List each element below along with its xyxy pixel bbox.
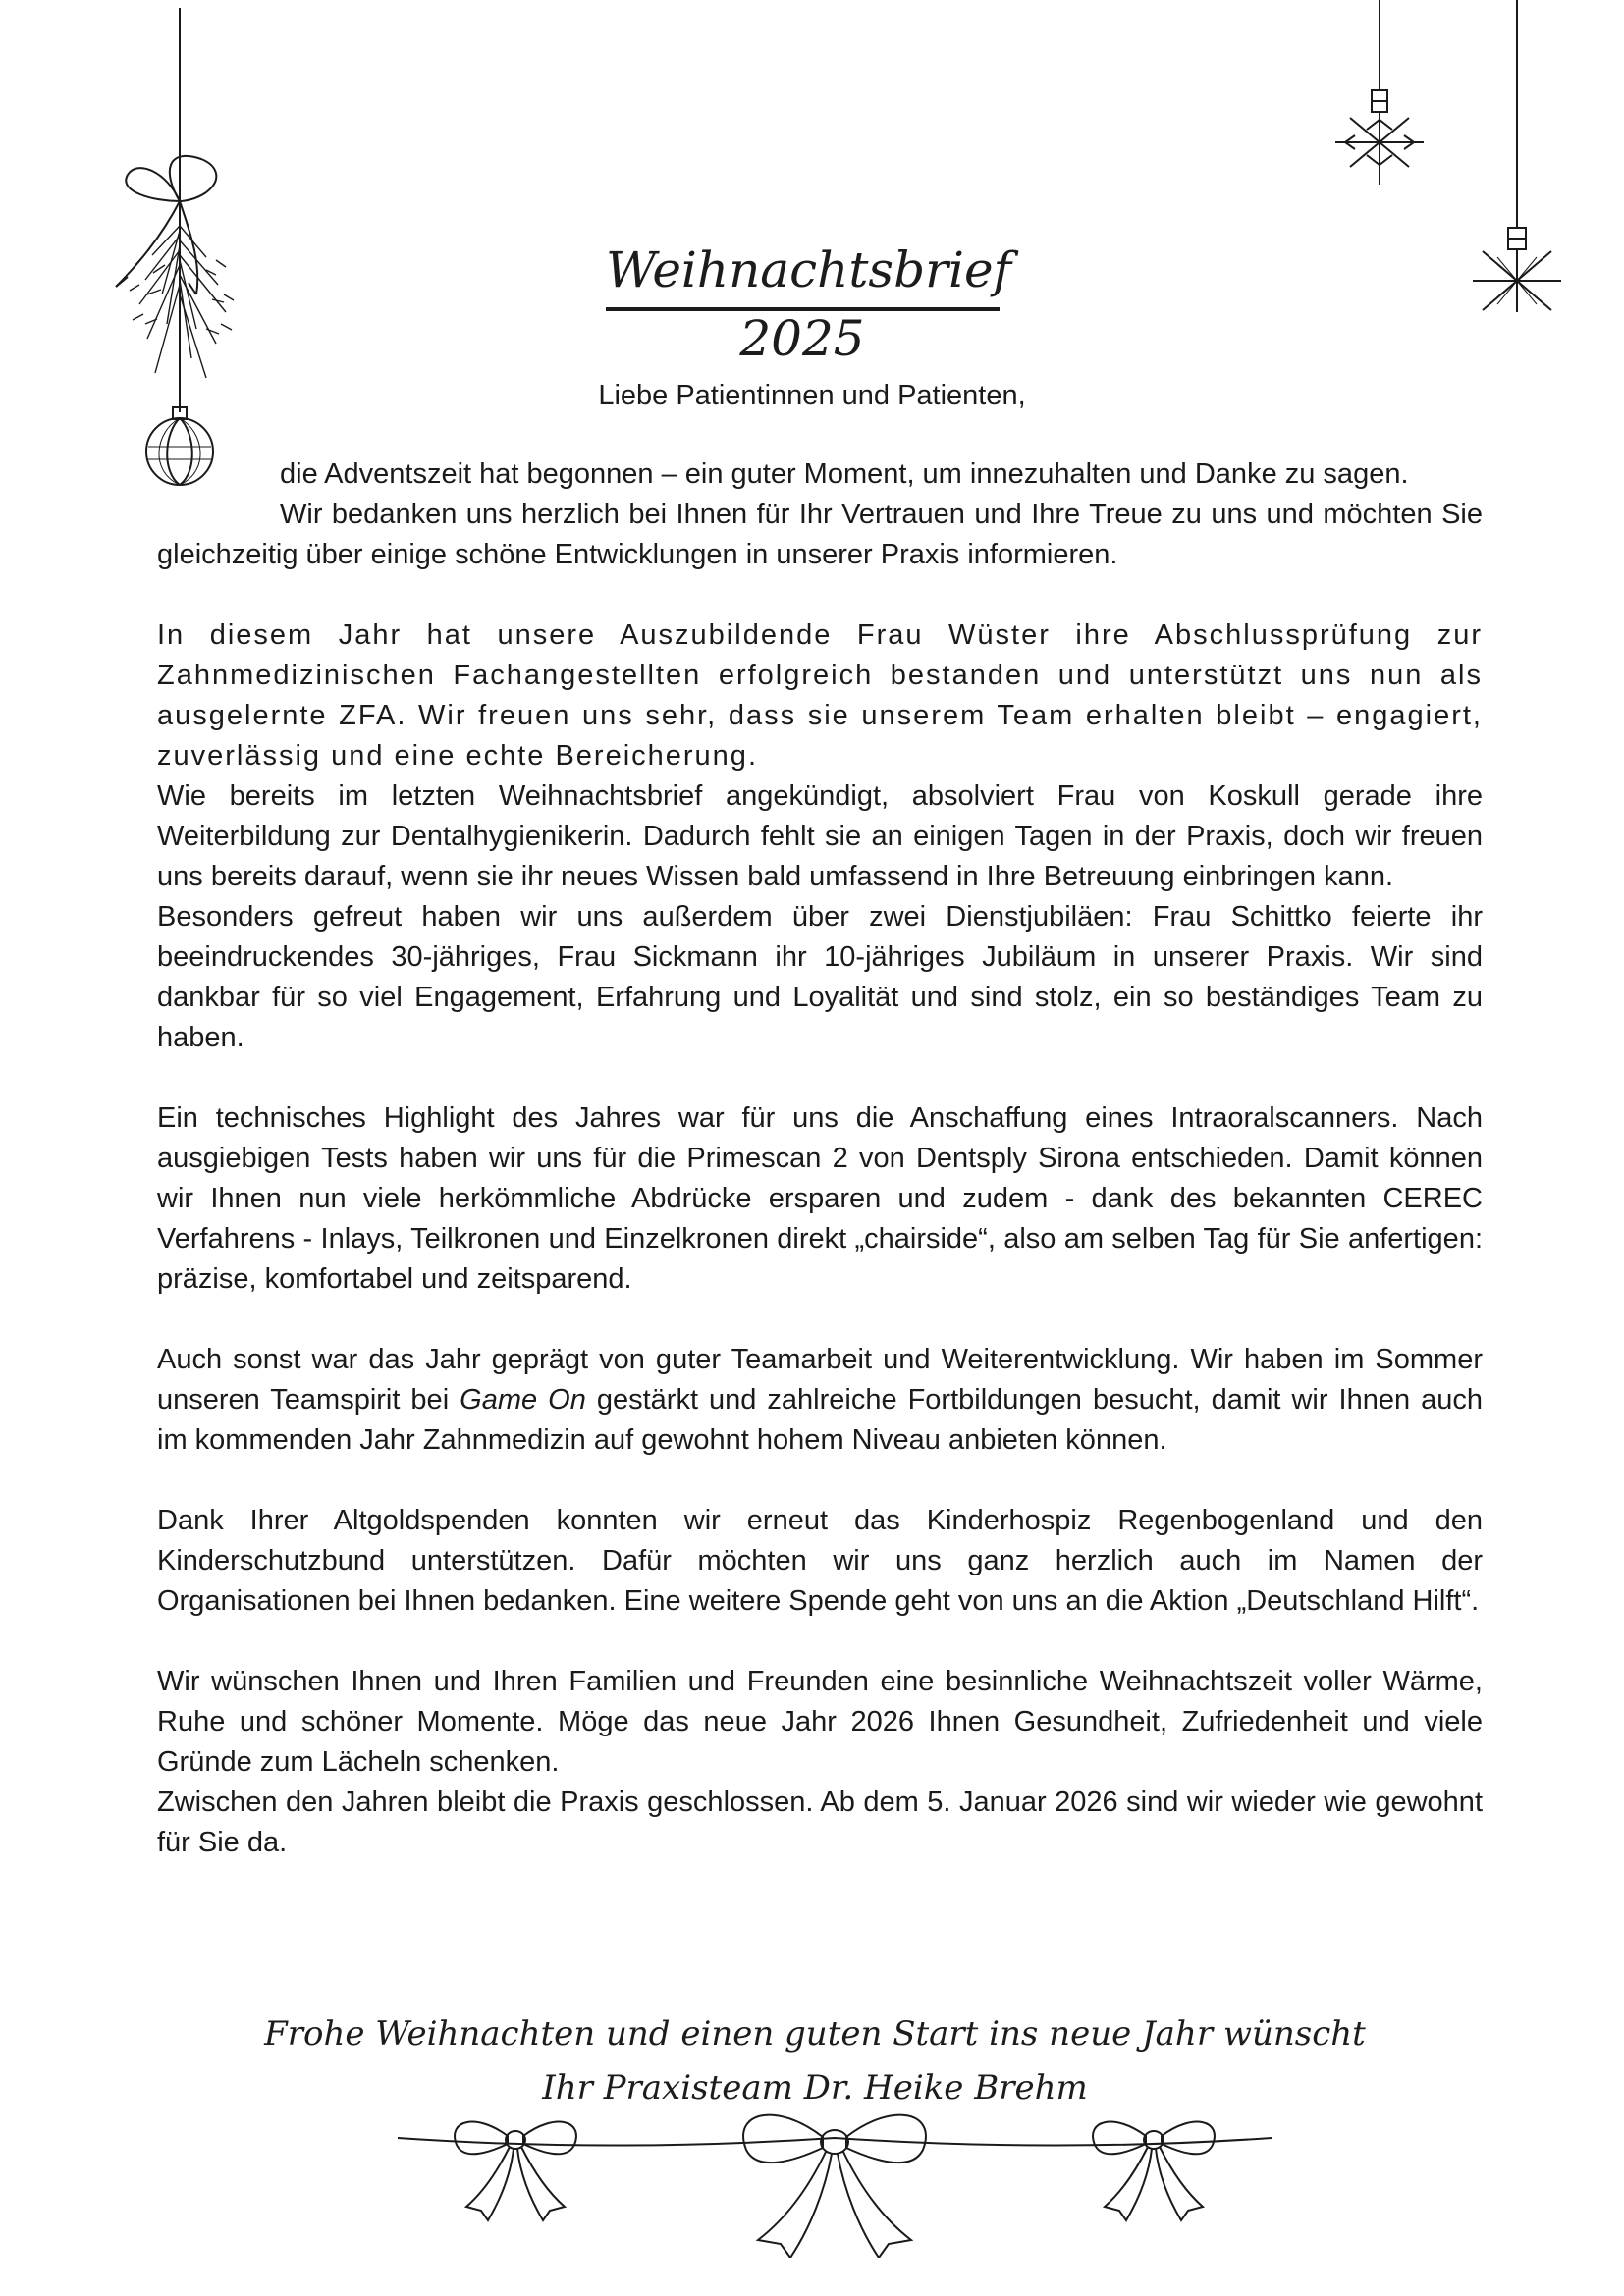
game-on-name: Game On (460, 1384, 586, 1415)
snowflake-ornament-icon (1326, 0, 1434, 196)
paragraph-donations: Dank Ihrer Altgoldspenden konnten wir erneut das Kinderhospiz Regenbogenland und den Kinderschutzbund unterstützen. Dafür möchten wir uns ganz herzlich auch im Namen der Organisationen bei Ihnen bedanken. Eine weitere Spende geht von uns an die Aktion „Deutschland Hilft“. (157, 1505, 1483, 1617)
letter-body (157, 454, 1483, 1863)
closing-greeting (226, 2007, 1404, 2115)
paragraph-intro: die Adventszeit hat begonnen – ein guter Moment, um innezuhalten und Danke zu sagen. (280, 458, 1409, 490)
teamwork-text-end: gestärkt und zahlreiche Fortbildungen besucht, damit wir Ihnen auch im kommenden Jahr Zahnmedizin auf gewohnt hohem Niveau anbieten können. (157, 1384, 1484, 1456)
paragraph-exam: In diesem Jahr hat unsere Auszubildende Frau Wüster ihre Abschlussprüfung zur Zahnmedizinischen Fachangestellten erfolgreich bestanden und unterstützt uns nun als ausgelernte ZFA. Wir freuen uns sehr, dass sie unserem Team erhalten bleibt – engagiert, zuverlässig und eine echte Bereicherung. (157, 619, 1483, 772)
pine-branch-ornament-icon (59, 0, 295, 491)
title-underline (606, 307, 1000, 311)
paragraph-anniversaries: Besonders gefreut haben wir uns außerdem über zwei Dienstjubiläen: Frau Schittko feierte ihr beeindruckendes 30-jähriges, Frau Sickmann ihr 10-jähriges Jubiläum in unserer Praxis. Wir sind dankbar für so viel Engagement, Erfahrung und Loyalität und sind stolz, ein so beständiges Team zu haben. (157, 901, 1483, 1053)
closing-line-1: Frohe Weihnachten und einen guten Start ins neue Jahr wünscht (264, 2014, 1366, 2054)
paragraph-closure: Zwischen den Jahren bleibt die Praxis geschlossen. Ab dem 5. Januar 2026 sind wir wieder wie gewohnt für Sie da. (157, 1787, 1483, 1858)
bow-garland-icon (393, 2101, 1276, 2258)
paragraph-scanner: Ein technisches Highlight des Jahres war für uns die Anschaffung eines Intraoralscanners. Nach ausgiebigen Tests haben wir uns für die Primescan 2 von Dentsply Sirona entschieden. Damit können wir Ihnen nun viele herkömmliche Abdrücke ersparen und zudem - dank des bekannten CEREC Verfahrens - Inlays, Teilkronen und Einzelkronen direkt „chairside“, also am selben Tag für Sie anfertigen: präzise, komfortabel und zeitsparend. (157, 1102, 1483, 1295)
letter-title: Weihnachtsbrief 2025 (606, 241, 1012, 367)
paragraph-teamwork (157, 1340, 1483, 1461)
paragraph-thanks: Wir bedanken uns herzlich bei Ihnen für Ihr Vertrauen und Ihre Treue zu uns und möchten Sie gleichzeitig über einige schöne Entwicklungen in unserer Praxis informieren. (157, 499, 1483, 570)
paragraph-wishes: Wir wünschen Ihnen und Ihren Familien und Freunden eine besinnliche Weihnachtszeit voller Wärme, Ruhe und schöner Momente. Möge das neue Jahr 2026 Ihnen Gesundheit, Zufriedenheit und viele Gründe zum Lächeln schenken. (157, 1666, 1483, 1778)
paragraph-training: Wie bereits im letzten Weihnachtsbrief angekündigt, absolviert Frau von Koskull gerade ihre Weiterbildung zur Dentalhygienikerin. Dadurch fehlt sie an einigen Tagen in der Praxis, doch wir freuen uns bereits darauf, wenn sie ihr neues Wissen bald umfassend in Ihre Betreuung einbringen kann. (157, 780, 1483, 892)
closing-signature: Ihr Praxisteam Dr. Heike Brehm (542, 2068, 1088, 2108)
salutation: Liebe Patientinnen und Patienten, (598, 380, 1026, 411)
teamwork-text-start: Auch sonst war das Jahr geprägt von guter Teamarbeit und Weiterentwicklung. Wir haben im Sommer unseren Teamspirit bei (157, 1344, 1483, 1415)
star-ornament-icon (1463, 0, 1571, 324)
